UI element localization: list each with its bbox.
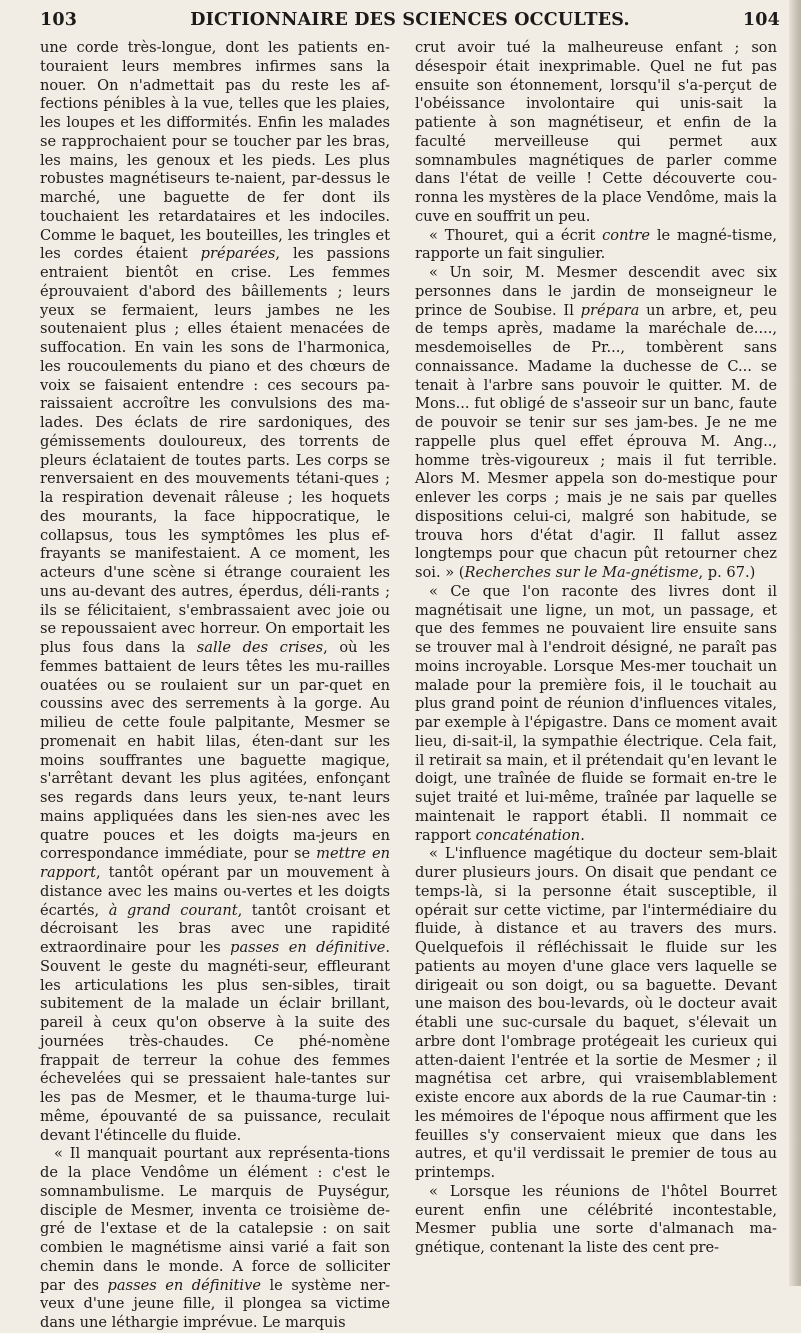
italic-text: passes en définitive [230, 939, 386, 956]
italic-text: mettre en rapport [40, 845, 390, 881]
text-run: . [580, 826, 585, 844]
text-run: « Il manquait pourtant aux représenta-tions de la place Vendôme un élément : c'est le somnambulisme. Le marquis de Puységur, disciple de Mesmer, inventa ce troisième de-gré de l'extase et de la catalepsie : on sait combien le magnétisme ainsi varié a fait son chemin dans le monde. A force de solliciter par des [40, 1145, 390, 1294]
text-run: , tantôt croisant et décroisant les bras avec une rapidité extraordinaire pour les [40, 901, 390, 956]
text-run: , p. 67.) [698, 564, 756, 581]
text-run: « Thouret, qui a écrit [429, 226, 603, 244]
text-run: « L'influence magétique du docteur sem-blait durer plusieurs jours. On disait que pendant ce temps-là, si la personne était susceptible, il opérait sur cette victime, par l'intermédiaire du fluide, à distance et au travers des murs. Quelquefois il réfléchissait le fluide sur les patients au moyen d'une glace vers laquelle se dirigeait ou son doigt, ou sa baguette. Devant une maison des bou-levards, où le docteur avait établi une suc-cursale du baquet, s'élevait un arbre dont l'ombrage protégeait les curieux qui atten-daient l'entrée et la sortie de Mesmer ; il magnétisa cet arbre, qui vraisemblablement existe encore aux abords de la rue Caumar-tin : les mémoires de l'époque nous affirment que les feuilles s'y conservaient mieux que dans les autres, et qu'il verdissait le premier de tous au printemps. [415, 845, 777, 1181]
text-run: « Ce que l'on raconte des livres dont il magnétisait une ligne, un mot, un passage, et que des femmes ne pouvaient lire ensuite sans se trouver mal à l'endroit désigné, ne paraît pas moins incroyable. Lorsque Mes-mer touchait un malade pour la première fois, il le touchait au plus grand point de réunion d'influences vitales, par exemple à l'épigastre. Dans ce moment avait lieu, di-sait-il, la sympathie électrique. Cela fait, il retirait sa main, et il prétendait qu'en levant le doigt, une traînée de fluide se formait en-tre le sujet traité et lui-même, traînée par laquelle se maintenait le rapport établi. Il nommait ce rapport [415, 582, 777, 844]
text-run: une corde très-longue, dont les patients en-touraient leurs membres infirmes sans la nouer. On n'admettait pas du reste les af-fections pénibles à la vue, telles que les plaies, les loupes et les difformités. Enfin les malades se rapprochaient pour se toucher par les bras, les mains, les genoux et les pieds. Les plus robustes magnétiseurs te-naient, par-dessus le marché, une baguette de fer dont ils touchaient les retardataires et les indociles. Comme le baquet, les bouteilles, les tringles et les cordes étaient [40, 39, 390, 263]
right-text-column [415, 39, 777, 1258]
paragraph [415, 39, 777, 227]
text-run: « Lorsque les réunions de l'hôtel Bourret eurent enfin une célébrité incontestable, Mesmer publia une sorte d'almanach ma-gnétique, contenant la liste des cent pre- [415, 1182, 777, 1256]
page-number-left: 103 [40, 10, 78, 30]
paragraph [415, 264, 777, 583]
italic-text: Recherches sur le Ma-gnétisme [464, 564, 699, 581]
page-number-right: 104 [742, 10, 780, 30]
italic-text: contre [602, 226, 650, 244]
italic-text: à grand courant [108, 901, 238, 919]
left-text-column [40, 39, 390, 1333]
page-edge [789, 0, 801, 1286]
italic-text: salle des crises [196, 639, 324, 656]
text-run: un arbre, et, peu de temps après, madame la maréchale de...., mesdemoiselles de Pr..., tombèrent sans connaissance. Madame la duchesse de C... se tenait à l'arbre sans pouvoir le quitter. M. de Mons... fut obligé de s'asseoir sur un banc, faute de pouvoir se tenir sur ses jam-bes. Je ne me rappelle plus quel effet éprouva M. Ang.., homme très-vigoureux ; mais il fut terrible. Alors M. Mesmer appela son do-mestique pour enlever les corps ; mais je ne sais par quelles dispositions celui-ci, malgré son habitude, se trouva hors d'état d'agir. Il fallut assez longtemps pour que chacun pût retourner chez soi. » ( [415, 301, 777, 581]
text-run: , où les femmes battaient de leurs têtes les mu-railles ouatées ou se roulaient sur un par-quet en coussins avec des serrements à la gorge. Au milieu de cette foule palpitante, Mesmer se promenait en habit lilas, éten-dant sur les moins souffrantes une baguette magique, s'arrêtant devant les plus agitées, enfonçant ses regards dans leurs yeux, te-nant leurs mains appliquées dans les sien-nes avec les quatre pouces et les doigts ma-jeurs en correspondance immédiate, pour se [40, 639, 390, 863]
paragraph [415, 227, 777, 265]
running-header [40, 6, 780, 32]
italic-text: préparées [200, 245, 276, 263]
text-run: le système ner-veux d'une jeune fille, il plongea sa victime dans une léthargie imprévue. Le marquis [40, 1276, 391, 1331]
paragraph [40, 39, 390, 1145]
text-run: , tantôt opérant par un mouvement à distance avec les mains ou-vertes et les doigts écartés, [40, 864, 390, 919]
text-run: , les passions entraient bientôt en crise. Les femmes éprouvaient d'abord des bâillements ; leurs yeux se fermaient, leurs jambes ne les soutenaient plus ; elles étaient menacées de suffocation. En vain les sons de l'harmonica, les roucoulements du piano et des chœurs de voix se faisaient entendre : ces secours pa-raissaient accroître les convulsions des ma-lades. Des éclats de rire sardoniques, des gémissements douloureux, des torrents de pleurs éclataient de toutes parts. Les corps se renversaient en des mouvements tétani-ques ; la respiration devenait râleuse ; les hoquets des mourants, la face hippocratique, le collapsus, tous les symptômes les plus ef-frayants se manifestaient. A ce moment, les acteurs d'une scène si étrange couraient les uns au-devant des autres, éperdus, déli-rants ; ils se félicitaient, s'embrassaient avec joie ou se repoussaient avec horreur. On emportait les plus fous dans la [40, 245, 390, 656]
paragraph [415, 1183, 777, 1258]
paragraph [40, 1145, 390, 1333]
italic-text: concaténation [475, 826, 581, 844]
italic-text: prépara [580, 301, 640, 319]
text-run: crut avoir tué la malheureuse enfant ; son désespoir était inexprimable. Quel ne fut pas ensuite son étonnement, lorsqu'il s'a-perçut de l'obéissance involontaire qui unis-sait la patiente à son magnétiseur, et enfin de la faculté merveilleuse qui permet aux somnambules magnétiques de parler comme dans l'état de veille ! Cette découverte cou-ronna les mystères de la place Vendôme, mais la cuve en souffrit un peu. [415, 39, 777, 225]
paragraph [415, 583, 777, 846]
italic-text: passes en définitive [107, 1276, 261, 1294]
paragraph [415, 845, 777, 1183]
text-run: « Un soir, M. Mesmer descendit avec six personnes dans le jardin de monseigneur le prince de Soubise. Il [415, 264, 777, 319]
header-title: DICTIONNAIRE DES SCIENCES OCCULTES. [190, 10, 630, 30]
text-run: . Souvent le geste du magnéti-seur, effleurant les articulations les plus sen-sibles, tirait subitement de la malade un éclair brillant, pareil à ceux qu'on observe à la suite des journées très-chaudes. Ce phé-nomène frappait de terreur la cohue des femmes échevelées qui se pressaient hale-tantes sur les pas de Mesmer, et le thauma-turge lui-même, épouvanté de sa puissance, reculait devant l'étincelle du fluide. [40, 939, 391, 1144]
text-run: le magné-tisme, rapporte un fait singulier. [415, 226, 777, 263]
